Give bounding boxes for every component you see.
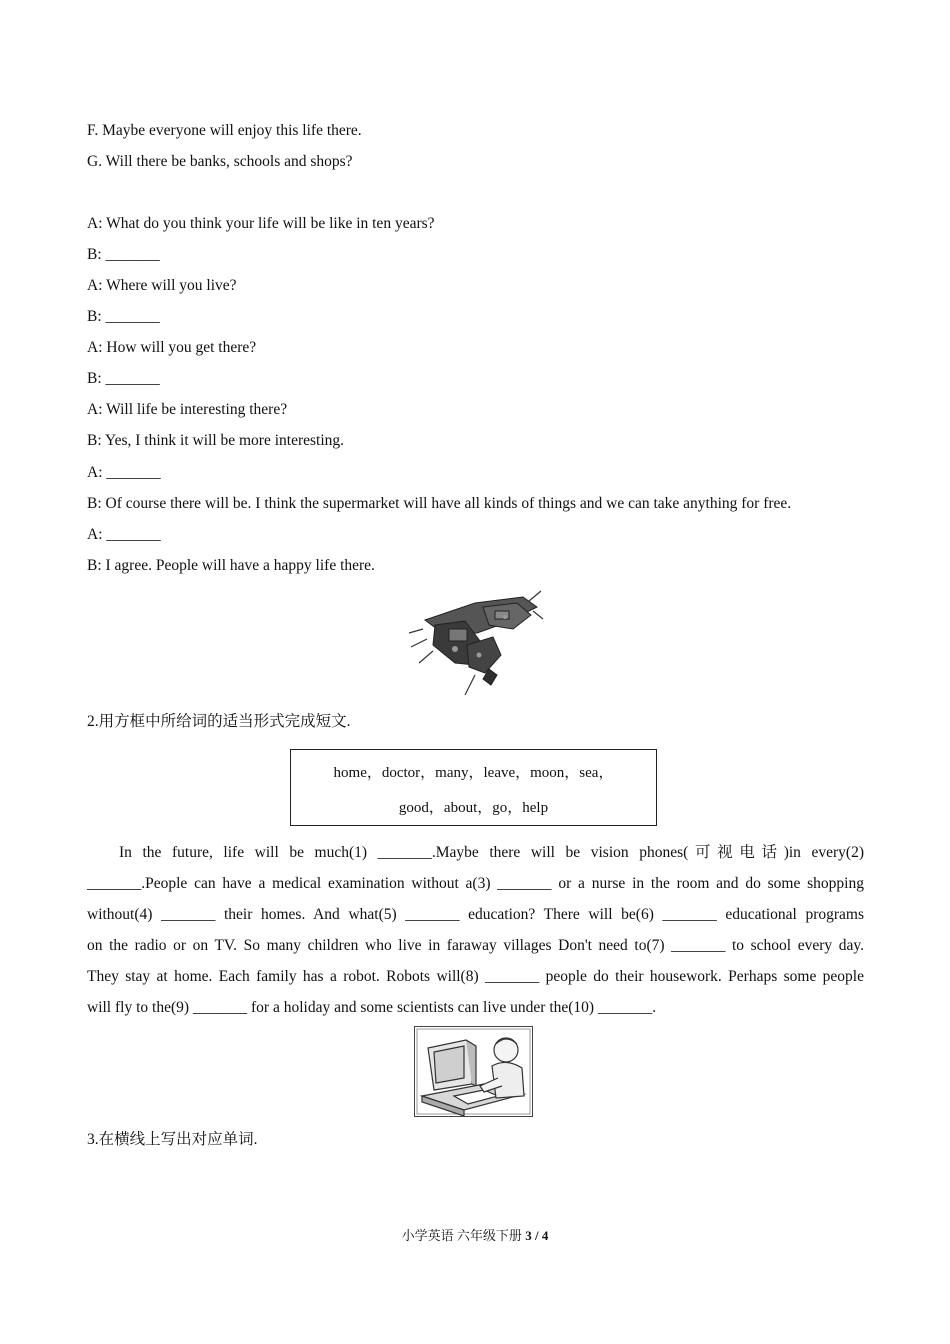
passage-line: without(4) _______ their homes. And what(5) _______ education? There will be(6) _______ educational programs [87, 906, 864, 923]
option-g: G. Will there be banks, schools and shops? [87, 153, 353, 170]
question-2-title: 2.用方框中所给词的适当形式完成短文. [87, 713, 351, 730]
passage-line: In the future, life will be much(1) _______.Maybe there will be vision phones(可视电话)in every(2) [119, 844, 864, 861]
page-number-current: 3 [525, 1228, 532, 1243]
page-number-separator: / [534, 1228, 539, 1243]
page-footer [0, 1225, 950, 1244]
dialogue-line: A: Where will you live? [87, 277, 237, 294]
footer-label: 小学英语 六年级下册 [401, 1228, 522, 1243]
dialogue-line: A: _______ [87, 526, 161, 543]
dialogue-line: B: Yes, I think it will be more interesting. [87, 432, 345, 449]
option-f: F. Maybe everyone will enjoy this life there. [87, 122, 362, 139]
cloze-passage [87, 837, 864, 1023]
dialogue-line: A: _______ [87, 464, 161, 481]
dialogue-line: B: _______ [87, 246, 160, 263]
dialogue-line: B: _______ [87, 370, 160, 387]
page-number-total: 4 [541, 1228, 549, 1243]
dialogue-line: B: _______ [87, 308, 160, 325]
passage-line: _______.People can have a medical examination without a(3) _______ or a nurse in the room and do some shopping [87, 875, 864, 892]
word-box [290, 749, 657, 826]
dialogue-line: A: How will you get there? [87, 339, 257, 356]
dialogue-line: A: What do you think your life will be like in ten years? [87, 215, 435, 232]
dialogue-line: A: Will life be interesting there? [87, 401, 288, 418]
question-3-title: 3.在横线上写出对应单词. [87, 1131, 258, 1148]
passage-line: They stay at home. Each family has a robot. Robots will(8) _______ people do their housework. Perhaps some people [87, 968, 864, 985]
dialogue-line: B: I agree. People will have a happy life there. [87, 557, 375, 574]
passage-line: on the radio or on TV. So many children who live in faraway villages Don't need to(7) _______ to school every day. [87, 937, 864, 954]
spaceship-illustration [405, 585, 545, 700]
word-box-row: good，about，go，help [398, 800, 549, 816]
computer-user-illustration [414, 1026, 533, 1117]
word-box-row: home，doctor，many，leave，moon，sea， [333, 765, 614, 781]
dialogue-line: B: Of course there will be. I think the supermarket will have all kinds of things and we can take anything for free. [87, 495, 792, 512]
passage-line: will fly to the(9) _______ for a holiday and some scientists can live under the(10) _______. [87, 999, 657, 1016]
